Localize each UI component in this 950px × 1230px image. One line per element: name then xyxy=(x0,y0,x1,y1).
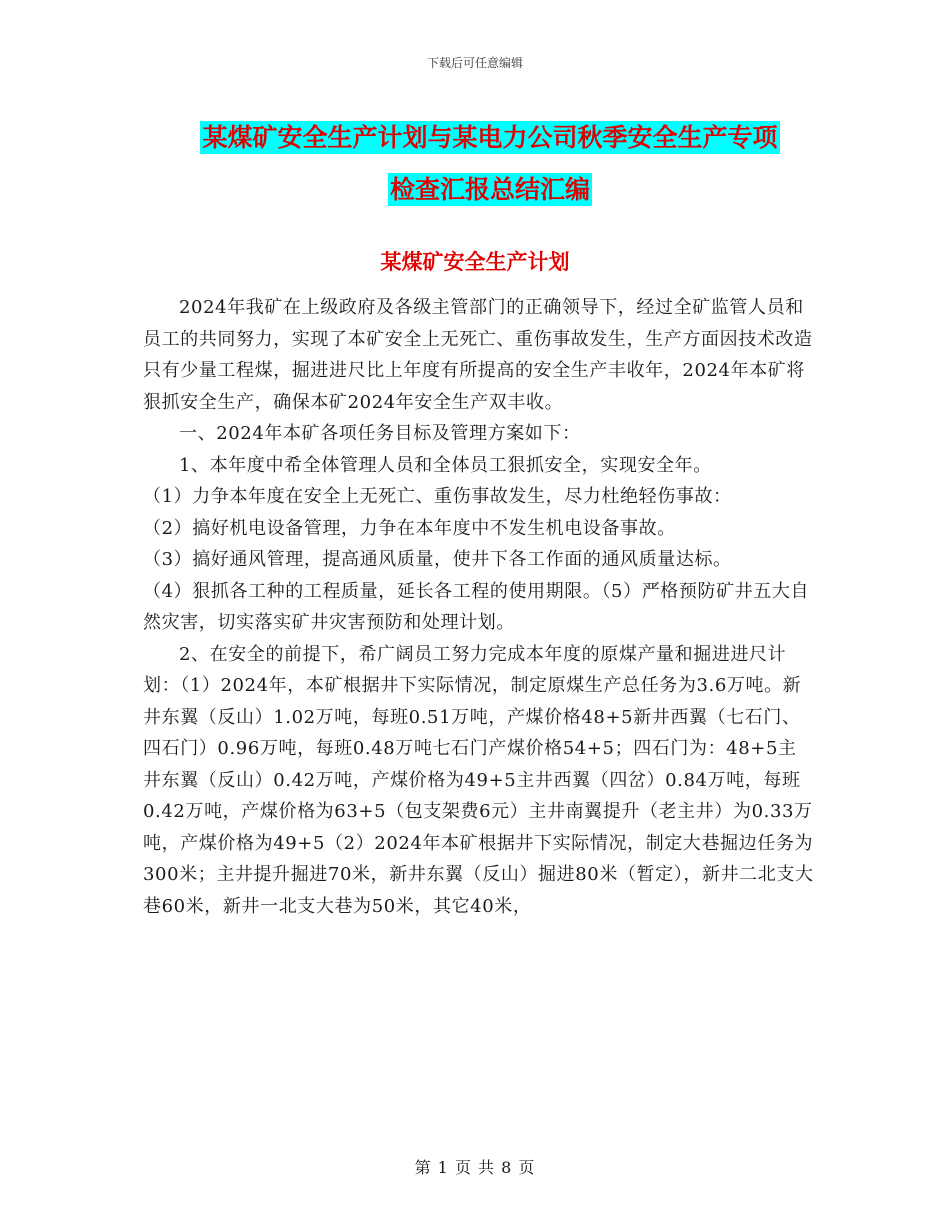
paragraph-item-2: 2、在安全的前提下，希广阔员工努力完成本年度的原煤产量和掘进进尺计划：（1）2024年，本矿根据井下实际情况，制定原煤生产总任务为3.6万吨。新井东翼（反山）1.02万吨，每班0.51万吨，产煤价格48+5新井西翼（七石门、四石门）0.96万吨，每班0.48万吨七石门产煤价格54+5；四石门为：48+5主井东翼（反山）0.42万吨，产煤价格为49+5主井西翼（四岔）0.84万吨，每班0.42万吨，产煤价格为63+5（包支架费6元）主井南翼提升（老主井）为0.33万吨，产煤价格为49+5（2）2024年本矿根据井下实际情况，制定大巷掘边任务为300米；主井提升掘进70米，新井东翼（反山）掘进80米（暂定），新井二北支大巷60米，新井一北支大巷为50米，其它40米， xyxy=(143,643,814,917)
page-footer: 第 1 页 共 8 页 xyxy=(414,1158,536,1177)
paragraph-sub-3: （3）搞好通风管理，提高通风质量，使井下各工作面的通风质量达标。 xyxy=(143,549,732,570)
header-note: 下载后可任意编辑 xyxy=(426,56,523,70)
paragraph-intro: 2024年我矿在上级政府及各级主管部门的正确领导下，经过全矿监管人员和员工的共同努力，实现了本矿安全上无死亡、重伤事故发生，生产方面因技术改造只有少量工程煤，掘进进尺比上年度有所提高的安全生产丰收年，2024年本矿将狠抓安全生产，确保本矿2024年安全生产双丰收。 xyxy=(143,297,813,413)
document-title xyxy=(140,112,840,216)
paragraph-sub-2: （2）搞好机电设备管理，力争在本年度中不发生机电设备事故。 xyxy=(143,517,676,539)
body-text xyxy=(143,292,815,922)
title-line-1: 某煤矿安全生产计划与某电力公司秋季安全生产专项 xyxy=(202,123,778,152)
section-title: 某煤矿安全生产计划 xyxy=(380,250,570,274)
paragraph-sub-1: （1）力争本年度在安全上无死亡、重伤事故发生，尽力杜绝轻伤事故： xyxy=(143,486,732,507)
title-line-2: 检查汇报总结汇编 xyxy=(389,175,590,204)
paragraph-item-1: 1、本年度中希全体管理人员和全体员工狠抓安全，实现安全年。 xyxy=(179,454,712,476)
paragraph-heading-1: 一、2024年本矿各项任务目标及管理方案如下： xyxy=(179,423,581,444)
paragraph-sub-4: （4）狠抓各工种的工程质量，延长各工程的使用期限。（5）严格预防矿井五大自然灾害，切实落实矿井灾害预防和处理计划。 xyxy=(143,580,810,633)
